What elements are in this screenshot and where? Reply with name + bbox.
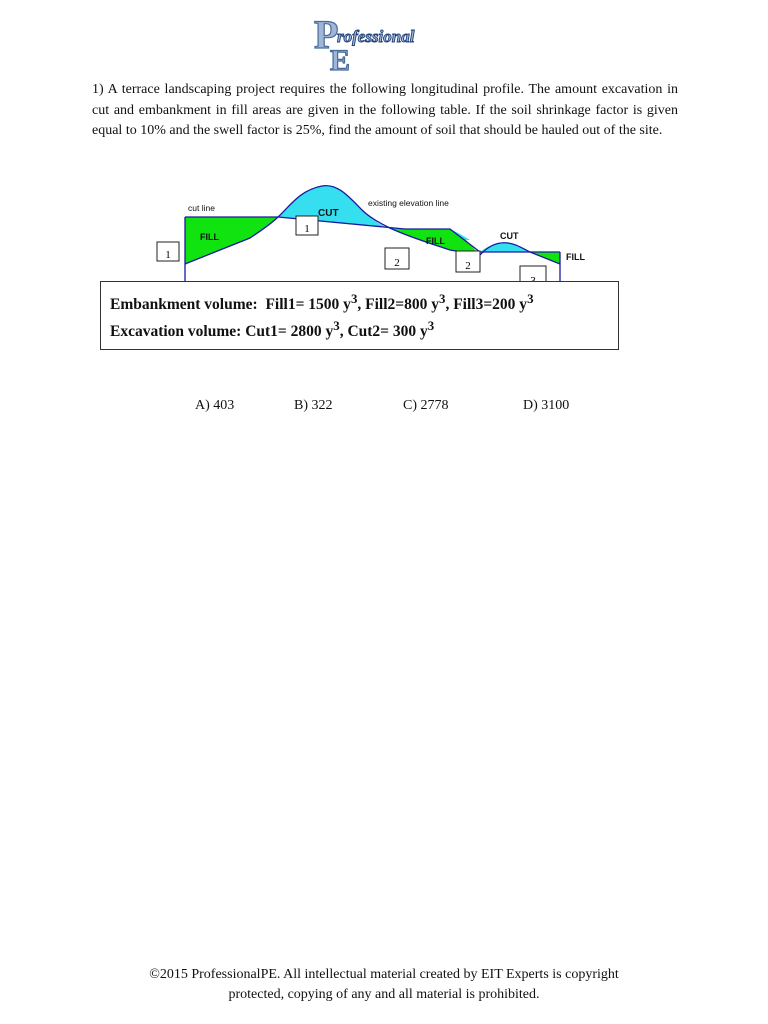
marker-1-center <box>296 216 318 235</box>
cut2-value: Cut2= 300 y <box>347 323 428 341</box>
label-cut-line: cut line <box>188 203 215 213</box>
answer-options <box>0 398 768 418</box>
longitudinal-profile-diagram <box>150 178 610 290</box>
logo-letter-e: E <box>330 44 351 72</box>
logo-letter-p: P <box>314 12 339 57</box>
option-c[interactable]: C) 2778 <box>403 398 449 413</box>
svg-text:2: 2 <box>465 260 471 272</box>
fill3-value: Fill3=200 y <box>453 296 528 314</box>
fill1-value: Fill1= 1500 y <box>265 296 351 314</box>
fill3-exponent: 3 <box>527 291 534 306</box>
excavation-label: Excavation volume: <box>110 323 242 341</box>
option-a[interactable]: A) 403 <box>195 398 235 413</box>
separator: , <box>339 323 348 341</box>
cut-area-2 <box>480 243 530 252</box>
fill-area-1 <box>185 217 278 264</box>
svg-text:1: 1 <box>165 249 171 261</box>
option-b[interactable]: B) 322 <box>294 398 333 413</box>
logo-word: rofessional <box>337 27 415 46</box>
question-text: 1) A terrace landscaping project requires the following longitudinal profile. The amount excavation in cut and embankment in fill areas are given in the following table. If the soil shrinkage factor is given equal to 10% and the swell factor is 25%, find the amount of soil that should be hauled out of the site. <box>92 82 678 138</box>
label-existing-elevation-line: existing elevation line <box>368 198 449 208</box>
cut1-exponent: 3 <box>333 318 340 334</box>
marker-1-left <box>157 242 179 261</box>
copyright-footer <box>0 965 768 1005</box>
label-fill-3: FILL <box>566 252 585 262</box>
footer-line-1: ©2015 ProfessionalPE. All intellectual material created by EIT Experts is copyright <box>149 967 619 982</box>
fill2-value: Fill2=800 y <box>365 296 439 314</box>
embankment-volume-line <box>110 288 618 315</box>
marker-2-right <box>456 251 480 272</box>
cut1-value: Cut1= 2800 y <box>245 323 334 341</box>
svg-text:2: 2 <box>394 257 400 269</box>
volume-table <box>100 281 619 350</box>
svg-text:1: 1 <box>304 223 310 235</box>
label-cut-2: CUT <box>500 231 519 241</box>
marker-2-left <box>385 248 409 269</box>
label-fill-2: FILL <box>426 236 445 246</box>
embankment-label: Embankment volume: <box>110 296 258 314</box>
footer-line-2: protected, copying of any and all material is prohibited. <box>228 987 540 1002</box>
fill2-exponent: 3 <box>439 291 446 306</box>
cut2-exponent: 3 <box>427 318 435 334</box>
separator: , <box>445 296 454 314</box>
separator: , <box>357 296 366 314</box>
option-d[interactable]: D) 3100 <box>523 398 570 413</box>
excavation-volume-line <box>110 315 618 342</box>
professional-pe-logo <box>312 12 436 72</box>
label-fill-1: FILL <box>200 232 219 242</box>
label-cut-1: CUT <box>318 208 339 219</box>
fill1-exponent: 3 <box>350 291 358 306</box>
